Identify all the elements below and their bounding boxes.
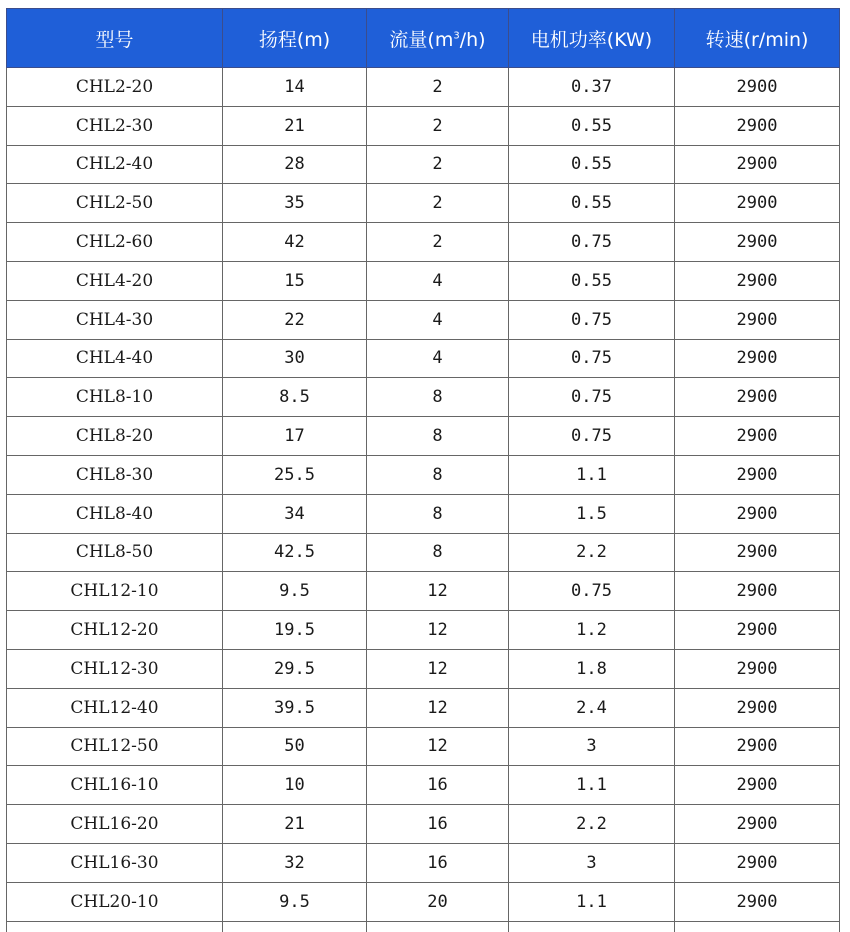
cell-head: 42	[223, 223, 367, 262]
header-flow-suffix: /h)	[459, 28, 486, 51]
cell-flow: 4	[367, 300, 509, 339]
cell-head: 21	[223, 805, 367, 844]
cell-speed: 2900	[675, 494, 840, 533]
cell-power: 3	[509, 727, 675, 766]
cell-speed: 2900	[675, 378, 840, 417]
cell-model: CHL4-40	[7, 339, 223, 378]
cell-flow: 8	[367, 455, 509, 494]
cell-flow: 16	[367, 766, 509, 805]
cell-model: CHL12-30	[7, 649, 223, 688]
cell-speed: 2900	[675, 261, 840, 300]
table-row	[7, 688, 840, 727]
cell-power: 2.2	[509, 533, 675, 572]
cell-power: 1.1	[509, 455, 675, 494]
table-row	[7, 339, 840, 378]
cell-speed: 2900	[675, 766, 840, 805]
cell-head: 25.5	[223, 455, 367, 494]
cell-model: CHL2-20	[7, 68, 223, 107]
cell-speed: 2900	[675, 649, 840, 688]
pump-spec-table-container	[6, 8, 839, 932]
table-row	[7, 649, 840, 688]
table-row	[7, 766, 840, 805]
cell-flow: 16	[367, 805, 509, 844]
cell-flow: 2	[367, 68, 509, 107]
cell-power: 0.55	[509, 184, 675, 223]
cell-empty	[509, 921, 675, 932]
cell-flow: 2	[367, 184, 509, 223]
cell-power: 0.75	[509, 300, 675, 339]
cell-model: CHL16-10	[7, 766, 223, 805]
cell-head: 50	[223, 727, 367, 766]
cell-flow: 12	[367, 649, 509, 688]
cell-speed: 2900	[675, 882, 840, 921]
cell-flow: 4	[367, 261, 509, 300]
table-body	[7, 68, 840, 932]
cell-power: 0.75	[509, 223, 675, 262]
cell-speed: 2900	[675, 106, 840, 145]
table-row-clipped	[7, 921, 840, 932]
cell-head: 35	[223, 184, 367, 223]
cell-head: 39.5	[223, 688, 367, 727]
table-row	[7, 727, 840, 766]
cell-model: CHL8-50	[7, 533, 223, 572]
cell-power: 1.2	[509, 611, 675, 650]
cell-flow: 8	[367, 494, 509, 533]
cell-power: 1.1	[509, 766, 675, 805]
cell-head: 30	[223, 339, 367, 378]
cell-empty	[7, 921, 223, 932]
cell-empty	[223, 921, 367, 932]
header-speed: 转速(r/min)	[675, 9, 840, 68]
header-flow-superscript: 3	[453, 30, 460, 42]
cell-speed: 2900	[675, 455, 840, 494]
cell-flow: 4	[367, 339, 509, 378]
cell-flow: 12	[367, 727, 509, 766]
cell-flow: 8	[367, 417, 509, 456]
cell-flow: 12	[367, 572, 509, 611]
cell-flow: 2	[367, 145, 509, 184]
cell-speed: 2900	[675, 184, 840, 223]
cell-speed: 2900	[675, 688, 840, 727]
table-row	[7, 261, 840, 300]
cell-model: CHL12-50	[7, 727, 223, 766]
table-row	[7, 882, 840, 921]
table-row	[7, 417, 840, 456]
cell-model: CHL4-20	[7, 261, 223, 300]
header-head: 扬程(m)	[223, 9, 367, 68]
cell-power: 2.4	[509, 688, 675, 727]
table-row	[7, 106, 840, 145]
cell-flow: 2	[367, 106, 509, 145]
cell-model: CHL8-40	[7, 494, 223, 533]
cell-speed: 2900	[675, 417, 840, 456]
cell-head: 34	[223, 494, 367, 533]
pump-spec-table	[6, 8, 840, 932]
cell-speed: 2900	[675, 68, 840, 107]
cell-power: 0.75	[509, 339, 675, 378]
header-flow-prefix: 流量(m	[389, 28, 454, 51]
cell-model: CHL12-40	[7, 688, 223, 727]
cell-head: 32	[223, 843, 367, 882]
cell-power: 0.75	[509, 572, 675, 611]
cell-flow: 8	[367, 533, 509, 572]
table-row	[7, 572, 840, 611]
cell-model: CHL8-10	[7, 378, 223, 417]
cell-power: 1.1	[509, 882, 675, 921]
table-row	[7, 455, 840, 494]
cell-model: CHL8-30	[7, 455, 223, 494]
table-row	[7, 223, 840, 262]
cell-model: CHL12-20	[7, 611, 223, 650]
cell-power: 1.5	[509, 494, 675, 533]
cell-speed: 2900	[675, 533, 840, 572]
cell-empty	[367, 921, 509, 932]
cell-power: 0.55	[509, 261, 675, 300]
cell-model: CHL16-20	[7, 805, 223, 844]
header-row	[7, 9, 840, 68]
cell-speed: 2900	[675, 805, 840, 844]
table-row	[7, 494, 840, 533]
cell-head: 10	[223, 766, 367, 805]
cell-model: CHL2-60	[7, 223, 223, 262]
cell-speed: 2900	[675, 611, 840, 650]
header-flow	[367, 9, 509, 68]
cell-head: 15	[223, 261, 367, 300]
cell-head: 17	[223, 417, 367, 456]
header-power: 电机功率(KW)	[509, 9, 675, 68]
table-row	[7, 843, 840, 882]
cell-model: CHL2-50	[7, 184, 223, 223]
header-model: 型号	[7, 9, 223, 68]
cell-model: CHL20-10	[7, 882, 223, 921]
cell-flow: 20	[367, 882, 509, 921]
cell-head: 14	[223, 68, 367, 107]
table-row	[7, 805, 840, 844]
cell-power: 3	[509, 843, 675, 882]
cell-flow: 12	[367, 611, 509, 650]
cell-head: 9.5	[223, 572, 367, 611]
table-row	[7, 300, 840, 339]
cell-speed: 2900	[675, 145, 840, 184]
cell-speed: 2900	[675, 300, 840, 339]
cell-power: 0.55	[509, 106, 675, 145]
cell-model: CHL2-40	[7, 145, 223, 184]
cell-head: 28	[223, 145, 367, 184]
cell-head: 22	[223, 300, 367, 339]
cell-power: 1.8	[509, 649, 675, 688]
cell-speed: 2900	[675, 223, 840, 262]
cell-head: 8.5	[223, 378, 367, 417]
cell-head: 21	[223, 106, 367, 145]
cell-speed: 2900	[675, 339, 840, 378]
table-row	[7, 184, 840, 223]
table-row	[7, 533, 840, 572]
cell-power: 2.2	[509, 805, 675, 844]
cell-flow: 16	[367, 843, 509, 882]
cell-flow: 8	[367, 378, 509, 417]
cell-flow: 2	[367, 223, 509, 262]
table-row	[7, 145, 840, 184]
cell-model: CHL8-20	[7, 417, 223, 456]
cell-flow: 12	[367, 688, 509, 727]
cell-model: CHL4-30	[7, 300, 223, 339]
cell-head: 29.5	[223, 649, 367, 688]
cell-power: 0.55	[509, 145, 675, 184]
table-row	[7, 68, 840, 107]
cell-power: 0.75	[509, 417, 675, 456]
cell-speed: 2900	[675, 727, 840, 766]
cell-head: 19.5	[223, 611, 367, 650]
table-row	[7, 611, 840, 650]
cell-empty	[675, 921, 840, 932]
cell-speed: 2900	[675, 843, 840, 882]
cell-head: 9.5	[223, 882, 367, 921]
table-row	[7, 378, 840, 417]
table-header	[7, 9, 840, 68]
cell-head: 42.5	[223, 533, 367, 572]
cell-power: 0.75	[509, 378, 675, 417]
cell-power: 0.37	[509, 68, 675, 107]
cell-model: CHL16-30	[7, 843, 223, 882]
cell-model: CHL2-30	[7, 106, 223, 145]
cell-model: CHL12-10	[7, 572, 223, 611]
cell-speed: 2900	[675, 572, 840, 611]
